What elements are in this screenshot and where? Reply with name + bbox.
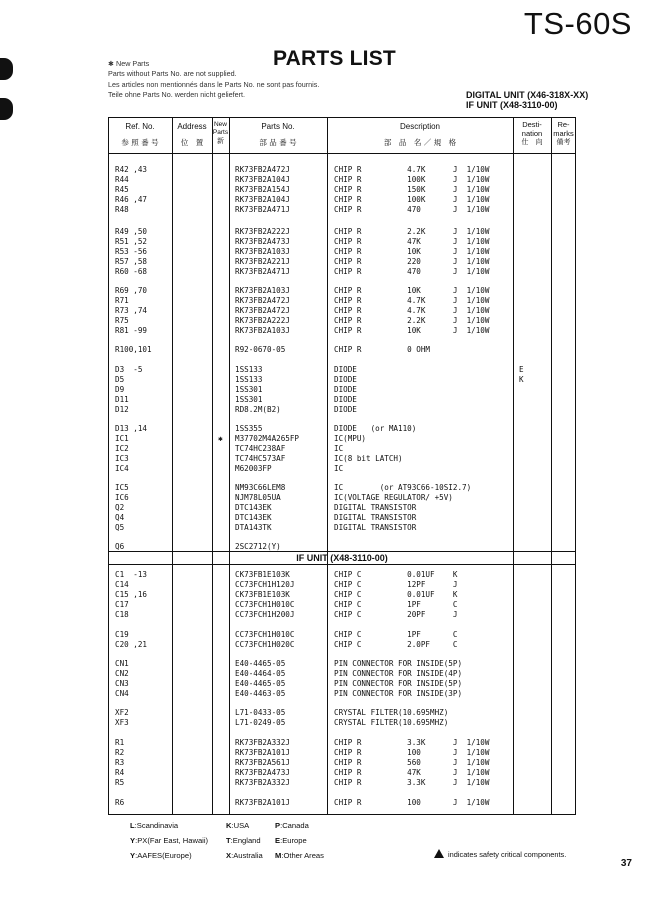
model-number: TS-60S xyxy=(523,6,632,41)
ref-no: CN4 xyxy=(115,689,129,698)
ref-no: C14 xyxy=(115,580,129,589)
part-no: RK73FB2A473J xyxy=(235,237,290,246)
legend-item: Y:AAFES(Europe) xyxy=(130,851,192,860)
header-address-en: Address xyxy=(177,122,207,131)
table-row xyxy=(0,708,660,718)
part-no: RK73FB2A222J xyxy=(235,227,290,236)
header-remarks-1: Re- xyxy=(557,120,570,129)
part-no: M37702M4A265FP xyxy=(235,434,300,443)
table-row xyxy=(0,493,660,503)
description: CHIP R 3.3K J 1/10W xyxy=(334,738,490,747)
destination: E xyxy=(519,365,524,374)
part-no: 1SS133 xyxy=(235,375,263,384)
binder-hole-top xyxy=(0,58,13,80)
table-row xyxy=(0,503,660,513)
table-row xyxy=(0,175,660,185)
table-row xyxy=(0,227,660,237)
part-no: RK73FB2A104J xyxy=(235,195,290,204)
header-address xyxy=(172,122,212,147)
description: PIN CONNECTOR FOR INSIDE(5P) xyxy=(334,659,463,668)
table-row xyxy=(0,316,660,326)
description: DIODE xyxy=(334,375,357,384)
part-no: L71-0249-05 xyxy=(235,718,286,727)
part-no: RK73FB2A154J xyxy=(235,185,290,194)
ref-no: XF2 xyxy=(115,708,129,717)
part-no: RK73FB2A222J xyxy=(235,316,290,325)
legend-item: E:Europe xyxy=(275,836,307,845)
page-title: PARTS LIST xyxy=(273,47,396,70)
safety-note xyxy=(434,849,566,859)
part-no: RK73FB2A473J xyxy=(235,768,290,777)
ref-no: R45 xyxy=(115,185,129,194)
note-new-parts: ✱ New Parts xyxy=(108,59,150,68)
table-row xyxy=(0,768,660,778)
ref-no: R75 xyxy=(115,316,129,325)
header-destination-2: nation xyxy=(521,128,543,138)
ref-no: D12 xyxy=(115,405,129,414)
ref-no: R49 ,50 xyxy=(115,227,148,236)
ref-no: R5 xyxy=(115,778,125,787)
description: CHIP C 0.01UF K xyxy=(334,590,458,599)
ref-no: D13 ,14 xyxy=(115,424,148,433)
section-if-unit: IF UNIT (X48-3110-00) xyxy=(296,553,388,563)
description: CHIP R 470 J 1/10W xyxy=(334,267,490,276)
part-no: DTA143TK xyxy=(235,523,272,532)
description: CHIP R 100K J 1/10W xyxy=(334,175,490,184)
ref-no: R81 -99 xyxy=(115,326,148,335)
table-row xyxy=(0,205,660,215)
ref-no: IC3 xyxy=(115,454,129,463)
part-no: E40-4464-05 xyxy=(235,669,286,678)
part-no: RK73FB2A103J xyxy=(235,326,290,335)
table-row xyxy=(0,640,660,650)
section-divider-bottom xyxy=(108,564,576,565)
legend-item: K:USA xyxy=(226,821,250,830)
description: DIGITAL TRANSISTOR xyxy=(334,503,417,512)
ref-no: IC6 xyxy=(115,493,129,502)
description: CHIP C 20PF J xyxy=(334,610,458,619)
header-new xyxy=(212,121,229,145)
ref-no: D3 -5 xyxy=(115,365,143,374)
ref-no: C19 xyxy=(115,630,129,639)
header-new-1: New xyxy=(213,121,227,128)
part-no: RK73FB2A472J xyxy=(235,306,290,315)
table-row xyxy=(0,718,660,728)
part-no: 1SS301 xyxy=(235,385,263,394)
part-no: E40-4465-05 xyxy=(235,679,286,688)
part-no: R92-0670-05 xyxy=(235,345,286,354)
page-number: 37 xyxy=(620,858,632,869)
table-row xyxy=(0,247,660,257)
table-row xyxy=(0,345,660,355)
destination-legend-col2 xyxy=(226,818,263,863)
ref-no: C15 ,16 xyxy=(115,590,148,599)
description: CHIP R 560 J 1/10W xyxy=(334,758,490,767)
table-row xyxy=(0,679,660,689)
table-row xyxy=(0,405,660,415)
description: CHIP C 2.0PF C xyxy=(334,640,458,649)
table-row xyxy=(0,570,660,580)
table-row xyxy=(0,375,660,385)
description: PIN CONNECTOR FOR INSIDE(5P) xyxy=(334,679,463,688)
header-description xyxy=(327,122,513,147)
description: DIODE xyxy=(334,405,357,414)
part-no: CK73FB1E103K xyxy=(235,590,290,599)
description: IC xyxy=(334,444,344,453)
description: CRYSTAL FILTER(10.695MHZ) xyxy=(334,718,449,727)
table-row xyxy=(0,434,660,444)
header-partno-en: Parts No. xyxy=(261,122,295,131)
table-row xyxy=(0,738,660,748)
part-no: 1SS355 xyxy=(235,424,263,433)
table-row xyxy=(0,590,660,600)
description: IC xyxy=(334,464,344,473)
part-no: RK73FB2A221J xyxy=(235,257,290,266)
description: CHIP R 10K J 1/10W xyxy=(334,247,490,256)
table-row xyxy=(0,424,660,434)
part-no: CC73FCH1H020C xyxy=(235,640,295,649)
description: CHIP R 4.7K J 1/10W xyxy=(334,296,490,305)
part-no: NJM78L05UA xyxy=(235,493,281,502)
table-row xyxy=(0,237,660,247)
part-no: RK73FB2A471J xyxy=(235,205,290,214)
table-row xyxy=(0,267,660,277)
table-row xyxy=(0,600,660,610)
header-new-2: Parts xyxy=(212,129,229,136)
table-row xyxy=(0,580,660,590)
legend-item: P:Canada xyxy=(275,821,309,830)
ref-no: IC2 xyxy=(115,444,129,453)
ref-no: C1 -13 xyxy=(115,570,148,579)
description: CHIP R 100 J 1/10W xyxy=(334,748,490,757)
table-row xyxy=(0,689,660,699)
legend-item: L:Scandinavia xyxy=(130,821,179,830)
table-row xyxy=(0,195,660,205)
table-row xyxy=(0,286,660,296)
new-part-mark: ✱ xyxy=(218,434,223,443)
table-row xyxy=(0,385,660,395)
table-row xyxy=(0,464,660,474)
safety-note-text: indicates safety critical components. xyxy=(448,850,567,859)
note-not-supplied-de: Teile ohne Parts No. werden nicht geliefert. xyxy=(108,90,246,100)
table-row xyxy=(0,395,660,405)
ref-no: IC1 xyxy=(115,434,129,443)
ref-no: R42 ,43 xyxy=(115,165,148,174)
part-no: RK73FB2A104J xyxy=(235,175,290,184)
unit-labels xyxy=(466,90,588,110)
description: CHIP R 4.7K J 1/10W xyxy=(334,306,490,315)
ref-no: CN3 xyxy=(115,679,129,688)
ref-no: D11 xyxy=(115,395,129,404)
table-row xyxy=(0,542,660,552)
header-ref-en: Ref. No. xyxy=(125,122,155,131)
description: CHIP C 1PF C xyxy=(334,630,458,639)
description: CHIP R 470 J 1/10W xyxy=(334,205,490,214)
description: DIODE xyxy=(334,365,357,374)
legend-item: Y:PX(Far East, Hawaii) xyxy=(130,836,209,845)
part-no: CC73FCH1H010C xyxy=(235,600,295,609)
parts-notes xyxy=(108,59,319,101)
ref-no: C17 xyxy=(115,600,129,609)
description: CHIP R 47K J 1/10W xyxy=(334,768,490,777)
ref-no: R57 ,58 xyxy=(115,257,148,266)
header-ref xyxy=(110,122,170,147)
legend-item: T:England xyxy=(226,836,261,845)
part-no: 1SS301 xyxy=(235,395,263,404)
table-row xyxy=(0,454,660,464)
part-no: RD8.2M(B2) xyxy=(235,405,281,414)
description: CHIP C 1PF C xyxy=(334,600,458,609)
ref-no: R46 ,47 xyxy=(115,195,148,204)
part-no: CC73FCH1H120J xyxy=(235,580,295,589)
table-row xyxy=(0,798,660,808)
description: CHIP R 4.7K J 1/10W xyxy=(334,165,490,174)
ref-no: Q2 xyxy=(115,503,125,512)
description: DIODE (or MA110) xyxy=(334,424,417,433)
header-partno xyxy=(229,122,327,147)
table-row xyxy=(0,669,660,679)
header-destination xyxy=(513,121,551,147)
description: DIGITAL TRANSISTOR xyxy=(334,513,417,522)
header-address-jp: 位 置 xyxy=(180,138,204,147)
table-row xyxy=(0,296,660,306)
table-row xyxy=(0,165,660,175)
ref-no: R71 xyxy=(115,296,129,305)
ref-no: IC4 xyxy=(115,464,129,473)
description: DIODE xyxy=(334,385,357,394)
ref-no: R6 xyxy=(115,798,125,807)
header-new-jp: 新 xyxy=(217,137,224,145)
description: IC(MPU) xyxy=(334,434,367,443)
header-remarks-jp: 備考 xyxy=(556,138,571,146)
header-divider xyxy=(108,153,576,154)
ref-no: XF3 xyxy=(115,718,129,727)
ref-no: R60 -68 xyxy=(115,267,148,276)
table-row xyxy=(0,326,660,336)
description: CRYSTAL FILTER(10.695MHZ) xyxy=(334,708,449,717)
part-no: RK73FB2A472J xyxy=(235,296,290,305)
destination-legend-col3 xyxy=(275,818,324,863)
description: IC(VOLTAGE REGULATOR/ +5V) xyxy=(334,493,453,502)
part-no: TC74HC238AF xyxy=(235,444,286,453)
table-row xyxy=(0,610,660,620)
part-no: RK73FB2A561J xyxy=(235,758,290,767)
ref-no: D9 xyxy=(115,385,125,394)
ref-no: Q6 xyxy=(115,542,125,551)
ref-no: CN2 xyxy=(115,669,129,678)
part-no: RK73FB2A332J xyxy=(235,738,290,747)
table-row xyxy=(0,306,660,316)
part-no: RK73FB2A471J xyxy=(235,267,290,276)
ref-no: R48 xyxy=(115,205,129,214)
table-row xyxy=(0,444,660,454)
part-no: TC74HC573AF xyxy=(235,454,286,463)
ref-no: Q4 xyxy=(115,513,125,522)
warning-triangle-icon xyxy=(434,849,444,858)
description: CHIP C 12PF J xyxy=(334,580,458,589)
ref-no: R53 -56 xyxy=(115,247,148,256)
description: CHIP R 0 OHM xyxy=(334,345,431,354)
description: CHIP R 2.2K J 1/10W xyxy=(334,316,490,325)
header-remarks xyxy=(551,121,576,147)
table-row xyxy=(0,523,660,533)
table-row xyxy=(0,758,660,768)
description: DIGITAL TRANSISTOR xyxy=(334,523,417,532)
note-not-supplied-fr: Les articles non mentionnés dans le Parts No. ne sont pas fournis. xyxy=(108,79,320,89)
ref-no: R4 xyxy=(115,768,125,777)
description: PIN CONNECTOR FOR INSIDE(4P) xyxy=(334,669,463,678)
ref-no: R2 xyxy=(115,748,125,757)
part-no: CC73FCH1H200J xyxy=(235,610,295,619)
part-no: DTC143EK xyxy=(235,513,272,522)
ref-no: R1 xyxy=(115,738,125,747)
part-no: RK73FB2A101J xyxy=(235,748,290,757)
table-row xyxy=(0,778,660,788)
description: CHIP R 220 J 1/10W xyxy=(334,257,490,266)
header-remarks-2: marks xyxy=(553,128,574,138)
part-no: M62003FP xyxy=(235,464,272,473)
part-no: 2SC2712(Y) xyxy=(235,542,281,551)
destination: K xyxy=(519,375,524,384)
part-no: CC73FCH1H010C xyxy=(235,630,295,639)
table-row xyxy=(0,257,660,267)
part-no: RK73FB2A472J xyxy=(235,165,290,174)
part-no: RK73FB2A101J xyxy=(235,798,290,807)
description: CHIP R 10K J 1/10W xyxy=(334,326,490,335)
ref-no: IC5 xyxy=(115,483,129,492)
part-no: E40-4463-05 xyxy=(235,689,286,698)
table-row xyxy=(0,185,660,195)
destination-legend-col1 xyxy=(130,818,208,863)
part-no: E40-4465-05 xyxy=(235,659,286,668)
table-row xyxy=(0,659,660,669)
legend-item: M:Other Areas xyxy=(275,851,324,860)
table-row xyxy=(0,483,660,493)
description: CHIP R 150K J 1/10W xyxy=(334,185,490,194)
ref-no: R3 xyxy=(115,758,125,767)
description: IC (or AT93C66-10SI2.7) xyxy=(334,483,472,492)
table-row xyxy=(0,748,660,758)
header-description-jp: 部 品 名 ／ 規 格 xyxy=(383,138,457,147)
ref-no: R69 ,70 xyxy=(115,286,148,295)
description: CHIP R 10K J 1/10W xyxy=(334,286,490,295)
ref-no: CN1 xyxy=(115,659,129,668)
part-no: DTC143EK xyxy=(235,503,272,512)
part-no: RK73FB2A103J xyxy=(235,247,290,256)
description: PIN CONNECTOR FOR INSIDE(3P) xyxy=(334,689,463,698)
header-ref-jp: 参 照 番 号 xyxy=(121,138,159,147)
table-row xyxy=(0,630,660,640)
unit-digital: DIGITAL UNIT (X46-318X-XX) xyxy=(466,90,589,100)
part-no: NM93C66LEM8 xyxy=(235,483,286,492)
part-no: RK73FB2A103J xyxy=(235,286,290,295)
ref-no: R100,101 xyxy=(115,345,152,354)
description: CHIP C 0.01UF K xyxy=(334,570,458,579)
ref-no: C20 ,21 xyxy=(115,640,148,649)
ref-no: R73 ,74 xyxy=(115,306,148,315)
legend-item: X:Australia xyxy=(226,851,263,860)
description: IC(8 bit LATCH) xyxy=(334,454,403,463)
part-no: L71-0433-05 xyxy=(235,708,286,717)
description: CHIP R 100 J 1/10W xyxy=(334,798,490,807)
table-row xyxy=(0,365,660,375)
ref-no: Q5 xyxy=(115,523,125,532)
description: CHIP R 2.2K J 1/10W xyxy=(334,227,490,236)
description: CHIP R 3.3K J 1/10W xyxy=(334,778,490,787)
part-no: 1SS133 xyxy=(235,365,263,374)
header-destination-jp: 仕 向 xyxy=(521,138,543,146)
unit-if: IF UNIT (X48-3110-00) xyxy=(466,100,558,110)
header-partno-jp: 部 品 番 号 xyxy=(259,138,297,147)
header-description-en: Description xyxy=(399,122,440,131)
ref-no: R51 ,52 xyxy=(115,237,148,246)
ref-no: D5 xyxy=(115,375,125,384)
description: CHIP R 47K J 1/10W xyxy=(334,237,490,246)
part-no: RK73FB2A332J xyxy=(235,778,290,787)
table-row xyxy=(0,513,660,523)
ref-no: R44 xyxy=(115,175,129,184)
ref-no: C18 xyxy=(115,610,129,619)
note-not-supplied-en: Parts without Parts No. are not supplied. xyxy=(108,69,237,79)
part-no: CK73FB1E103K xyxy=(235,570,290,579)
description: DIODE xyxy=(334,395,357,404)
description: CHIP R 100K J 1/10W xyxy=(334,195,490,204)
binder-hole-bottom xyxy=(0,98,13,120)
header-destination-1: Desti- xyxy=(522,120,542,129)
